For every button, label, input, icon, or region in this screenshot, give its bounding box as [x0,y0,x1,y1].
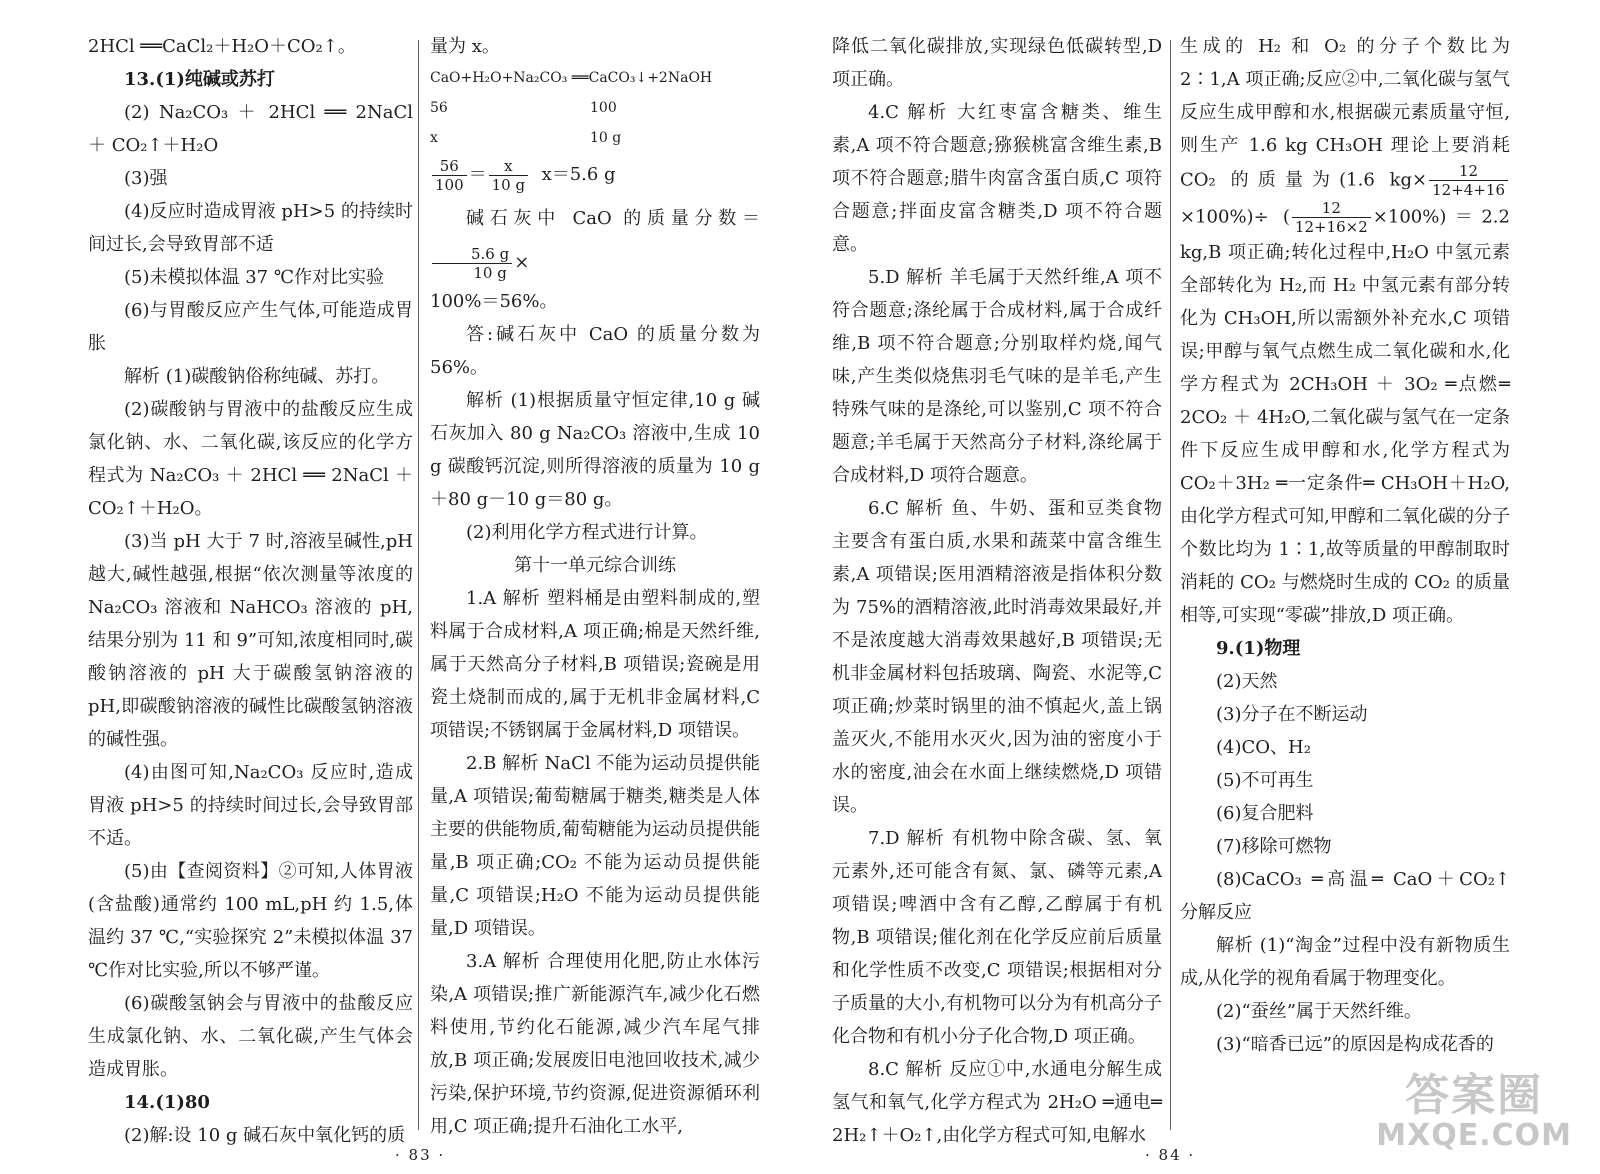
text-line: 量为 x。 [430,36,500,57]
analysis-14-2: (2)利用化学方程式进行计算。 [466,522,708,543]
watermark-logo: 答案圈 [1405,1070,1544,1121]
answer-9-3: (3)分子在不断运动 [1216,704,1368,725]
left-column-2 [430,30,760,1143]
analysis-13-5: (5)由【查阅资料】②可知,人体胃液(含盐酸)通常约 100 mL,pH 约 1.5,体温约 37 ℃,“实验探究 2”未模拟体温 37 ℃作对比实验,所以不够严谨。 [88,861,413,981]
question-14-1: 14.(1)80 [124,1092,210,1113]
reaction-table [430,63,760,153]
fraction: $\frac{5.6 g}{10 g}$ [432,245,512,282]
answer-9-7: (7)移除可燃物 [1216,836,1332,857]
answer-9-5: (5)不可再生 [1216,770,1314,791]
reaction-equation: CaO+H₂O+Na₂CO₃ ══CaCO₃↓+2NaOH [430,70,713,86]
left-column-1 [88,30,413,1152]
site-watermark [1376,1072,1572,1152]
question-3: 3.A 解析 合理使用化肥,防止水体污染,A 项错误;推广新能源汽车,减少化石燃料使用,节约化石能源,减少汽车尾气排放,B 项正确;发展废旧电池回收技术,减少污染,保护环境,节约资源,促进资源循环利用,C 项正确;提升石油化工水平, [430,951,760,1137]
analysis-9-1: 解析 (1)“淘金”过程中没有新物质生成,从化学的视角看属于物理变化。 [1180,935,1510,989]
right-column-1 [832,30,1162,1152]
text-line: 生成的 H₂ 和 O₂ 的分子个数比为 2∶1,A 项正确;反应②中,二氧化碳与氢气反应生成甲醇和水,根据碳元素质量守恒,则生产 1.6 kg CH₃OH 理论上要消耗 CO₂ 的质量为(1.6 kg× $\frac{12}{12+4+16}$ ×100%)÷ ( $\frac{12}{12+16\times 2}$ ×100%)＝2.2 kg,B 项正确;转化过程中,H₂O 中氢元素全部转化为 H₂,而 H₂ 中氢元素有部分转化为 CH₃OH,所以需额外补充水,C 项错误;甲醇与氧气点燃生成二氧化碳和水,化学方程式为 2CH₃OH ＋ 3O₂ ═点燃═ 2CO₂ ＋ 4H₂O,二氧化碳与氢气在一定条件下反应生成甲醇和水,化学方程式为 CO₂＋3H₂ ═一定条件═ CH₃OH＋H₂O,由化学方程式可知,甲醇和二氧化碳的分子个数比均为 1∶1,故等质量的甲醇制取时消耗的 CO₂ 与燃烧时生成的 CO₂ 的质量相等,可实现“零碳”排放,D 项正确。 [1180,36,1510,626]
analysis-13-4: (4)由图可知,Na₂CO₃ 反应时,造成胃液 pH>5 的持续时间过长,会导致胃部不适。 [88,762,413,849]
fraction: $\frac{12}{12+4+16}$ [1429,162,1508,199]
question-13-3: (3)强 [124,168,168,189]
var-x: x [430,130,438,146]
text-line: 100%＝56%。 [430,291,558,312]
fraction: $\frac{56}{100}$ [432,157,467,194]
mass-cao: 56 [430,100,448,116]
question-13-6: (6)与胃酸反应产生气体,可能造成胃胀 [88,300,413,354]
page-number: · 83 · [395,1146,446,1164]
answer-9-1: 9.(1)物理 [1216,638,1301,659]
text-line: 2HCl ══CaCl₂＋H₂O＋CO₂↑。 [88,36,356,57]
variable-row [430,123,760,153]
right-page [800,0,1600,1174]
answer-9-6: (6)复合肥料 [1216,803,1314,824]
ratio-line: $\frac{56}{100}$ ＝ $\frac{x}{10 g}$ x＝5.6 g [430,153,760,197]
analysis-14-1: 解析 (1)根据质量守恒定律,10 g 碱石灰加入 80 g Na₂CO₃ 溶液中,生成 10 g 碳酸钙沉淀,则所得溶液的质量为 10 g＋80 g－10 g＝80 g。 [430,390,760,510]
question-5: 5.D 解析 羊毛属于天然纤维,A 项不符合题意;涤纶属于合成材料,属于合成纤维,B 项不符合题意;分别取样灼烧,闻气味,产生类似烧焦羽毛气味的是羊毛,产生特殊气味的是涤纶,可以鉴别,C 项不符合题意;羊毛属于天然高分子材料,涤纶属于合成材料,D 项符合题意。 [832,267,1162,486]
analysis-13-2: (2)碳酸钠与胃液中的盐酸反应生成氯化钠、水、二氧化碳,该反应的化学方程式为 Na₂CO₃ ＋ 2HCl ══ 2NaCl ＋ CO₂↑＋H₂O。 [88,399,413,519]
molar-mass-row [430,93,760,123]
question-2: 2.B 解析 NaCl 不能为运动员提供能量,A 项错误;葡萄糖属于糖类,糖类是人体主要的供能物质,葡萄糖能为运动员提供能量,B 项正确;CO₂ 不能为运动员提供能量,C 项错误;H₂O 不能为运动员提供能量,D 项错误。 [430,753,760,939]
question-13-1: 13.(1)纯碱或苏打 [124,69,275,90]
mass-fraction-line: 碱石灰中 CaO 的质量分数＝ $\frac{5.6 g}{10 g}$ × [430,197,760,285]
column-divider [418,40,419,1130]
analysis-9-2: (2)“蚕丝”属于天然纤维。 [1216,1001,1422,1022]
var-10g: 10 g [590,130,622,146]
fraction: $\frac{x}{10 g}$ [489,157,528,194]
question-13-2: (2) Na₂CO₃ ＋ 2HCl ══ 2NaCl ＋ CO₂↑＋H₂O [88,102,413,156]
fraction: $\frac{12}{12+16\times 2}$ [1292,199,1371,236]
section-title: 第十一单元综合训练 [514,555,676,576]
question-13-4: (4)反应时造成胃液 pH>5 的持续时间过长,会导致胃部不适 [88,201,413,255]
question-7: 7.D 解析 有机物中除含碳、氢、氧元素外,还可能含有氮、氯、磷等元素,A 项错误;啤酒中含有乙醇,乙醇属于有机物,B 项错误;催化剂在化学反应前后质量和化学性质不改变,C 项错误;根据相对分子质量的大小,有机物可以分为有机高分子化合物和有机小分子化合物,D 项正确。 [832,828,1162,1047]
answer-14: 答:碱石灰中 CaO 的质量分数为 56%。 [430,324,760,378]
column-divider [1170,40,1171,1130]
text-line: 降低二氧化碳排放,实现绿色低碳转型,D 项正确。 [832,36,1162,90]
right-column-2 [1180,30,1528,1061]
answer-9-2: (2)天然 [1216,671,1278,692]
analysis-13-3: (3)当 pH 大于 7 时,溶液呈碱性,pH 越大,碱性越强,根据“依次测量等浓度的 Na₂CO₃ 溶液和 NaHCO₃ 溶液的 pH,结果分别为 11 和 9”可知,浓度相同时,碳酸钠溶液的 pH 大于碳酸氢钠溶液的 pH,即碳酸钠溶液的碱性比碳酸氢钠溶液的碱性强。 [88,531,413,750]
analysis-13-6: (6)碳酸氢钠会与胃液中的盐酸反应生成氯化钠、水、二氧化碳,产生气体会造成胃胀。 [88,993,413,1080]
question-1: 1.A 解析 塑料桶是由塑料制成的,塑料属于合成材料,A 项正确;棉是天然纤维,属于天然高分子材料,B 项错误;瓷碗是用瓷土烧制而成的,属于无机非金属材料,C 项错误;不锈钢属于金属材料,D 项错误。 [430,588,760,741]
question-4: 4.C 解析 大红枣富含糖类、维生素,A 项不符合题意;猕猴桃富含维生素,B 项不符合题意;腊牛肉富含蛋白质,C 项符合题意;拌面皮富含糖类,D 项不符合题意。 [832,102,1162,255]
page-number: · 84 · [1145,1146,1196,1164]
question-14-2: (2)解:设 10 g 碱石灰中氧化钙的质 [124,1125,406,1146]
analysis-13-1: 解析 (1)碳酸钠俗称纯碱、苏打。 [124,366,390,387]
analysis-9-3: (3)“暗香已远”的原因是构成花香的 [1216,1034,1494,1055]
question-6: 6.C 解析 鱼、牛奶、蛋和豆类食物主要含有蛋白质,水果和蔬菜中富含维生素,A 项错误;医用酒精溶液是指体积分数为 75%的酒精溶液,此时消毒效果最好,并不是浓度越大消毒效果越好,B 项错误;无机非金属材料包括玻璃、陶瓷、水泥等,C 项正确;炒菜时锅里的油不慎起火,盖上锅盖灭火,不能用水灭火,因为油的密度小于水的密度,油会在水面上继续燃烧,D 项错误。 [832,498,1162,816]
question-13-5: (5)未模拟体温 37 ℃作对比实验 [124,267,384,288]
question-8: 8.C 解析 反应①中,水通电分解生成氢气和氧气,化学方程式为 2H₂O ═通电═ 2H₂↑＋O₂↑,由化学方程式可知,电解水 [832,1059,1162,1146]
answer-9-8: (8)CaCO₃ ═高温═ CaO＋CO₂↑ 分解反应 [1180,869,1528,923]
mass-caco3: 100 [590,100,617,116]
answer-9-4: (4)CO、H₂ [1216,737,1311,758]
watermark-url: MXQE.COM [1376,1118,1572,1153]
